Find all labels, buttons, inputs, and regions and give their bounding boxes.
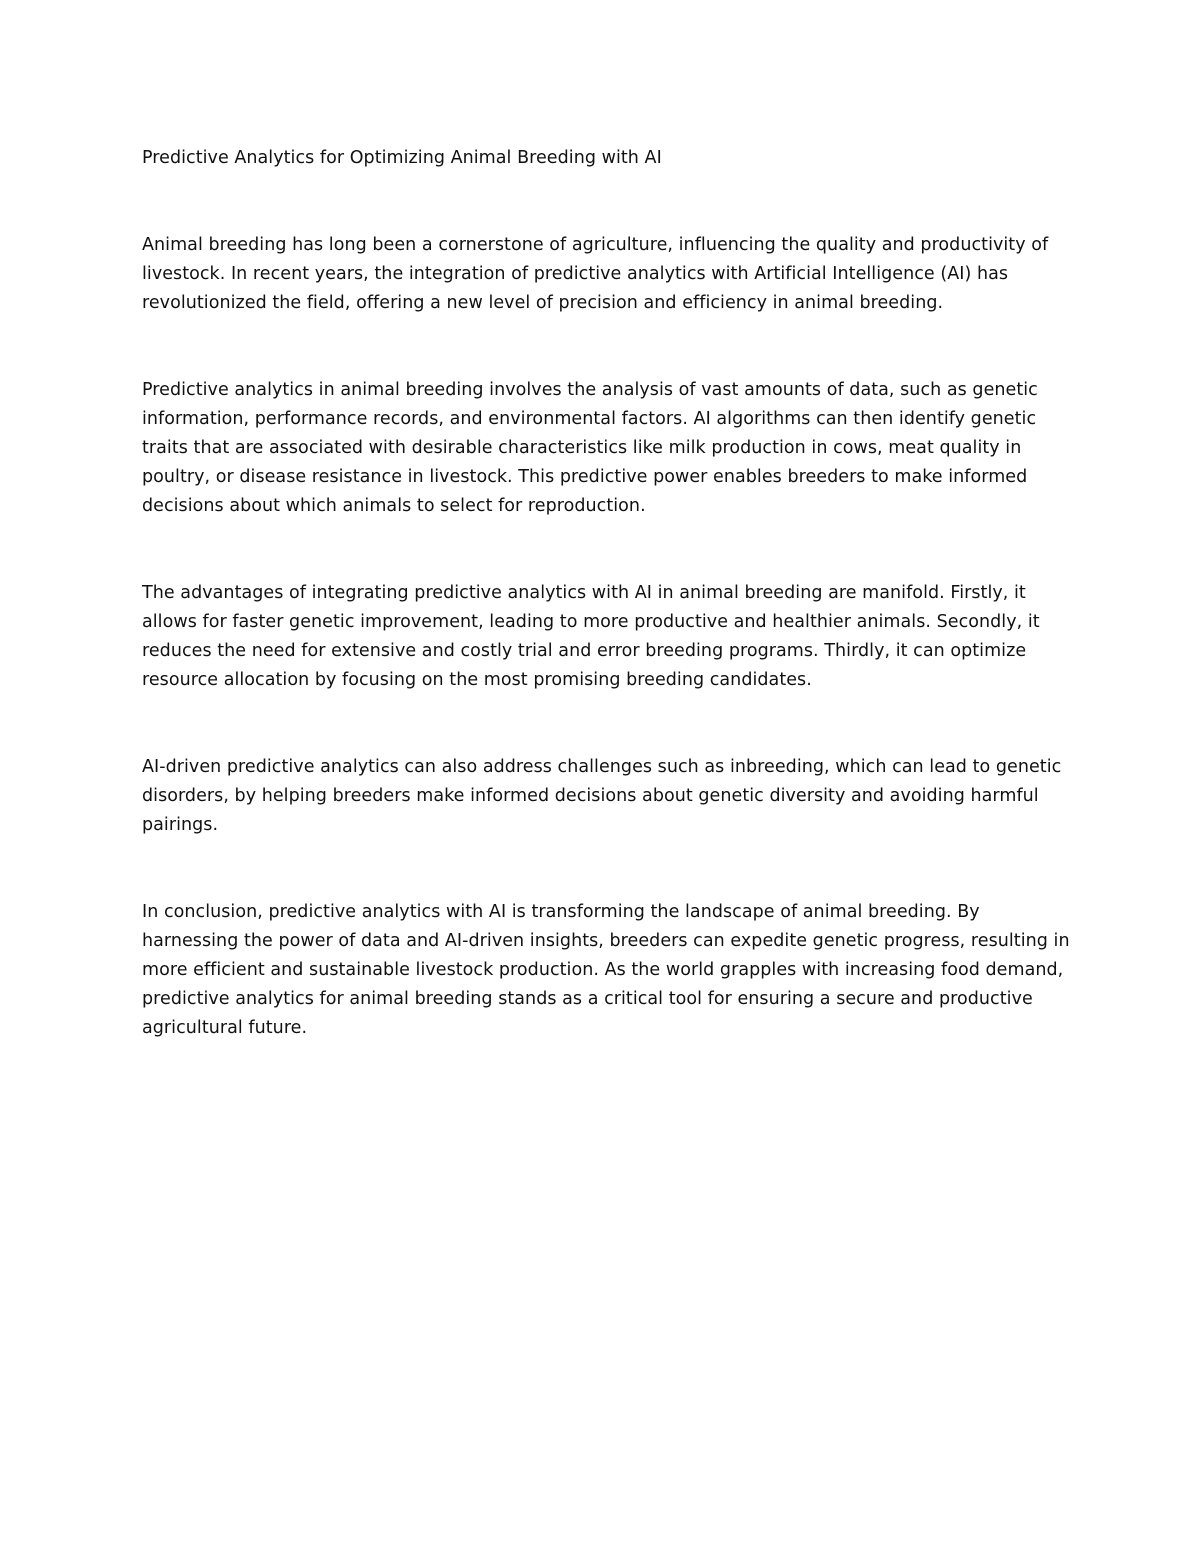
paragraph-introduction: Animal breeding has long been a cornerstone of agriculture, influencing the quality and productivity of livestock. In recent years, the integration of predictive analytics with Artificial Intelligence (AI) has revolutionized the field, offering a new level of precision and efficiency in animal breeding. — [142, 235, 1049, 313]
document-body — [142, 144, 1072, 1043]
paragraph-advantages: The advantages of integrating predictive analytics with AI in animal breeding are manifold. Firstly, it allows for faster genetic improvement, leading to more productive and healthier animals. Secondly, it reduces the need for extensive and costly trial and error breeding programs. Thirdly, it can optimize resource allocation by focusing on the most promising breeding candidates. — [142, 583, 1040, 690]
paragraph-predictive-analytics: Predictive analytics in animal breeding involves the analysis of vast amounts of data, such as genetic information, performance records, and environmental factors. AI algorithms can then identify genetic traits that are associated with desirable characteristics like milk production in cows, meat quality in poultry, or disease resistance in livestock. This predictive power enables breeders to make informed decisions about which animals to select for reproduction. — [142, 380, 1038, 516]
document-title: Predictive Analytics for Optimizing Animal Breeding with AI — [142, 148, 662, 168]
paragraph-inbreeding: AI-driven predictive analytics can also address challenges such as inbreeding, which can lead to genetic disorders, by helping breeders make informed decisions about genetic diversity and avoiding harmful pairings. — [142, 757, 1062, 835]
paragraph-conclusion: In conclusion, predictive analytics with AI is transforming the landscape of animal breeding. By harnessing the power of data and AI-driven insights, breeders can expedite genetic progress, resulting in more efficient and sustainable livestock production. As the world grapples with increasing food demand, predictive analytics for animal breeding stands as a critical tool for ensuring a secure and productive agricultural future. — [142, 902, 1070, 1038]
